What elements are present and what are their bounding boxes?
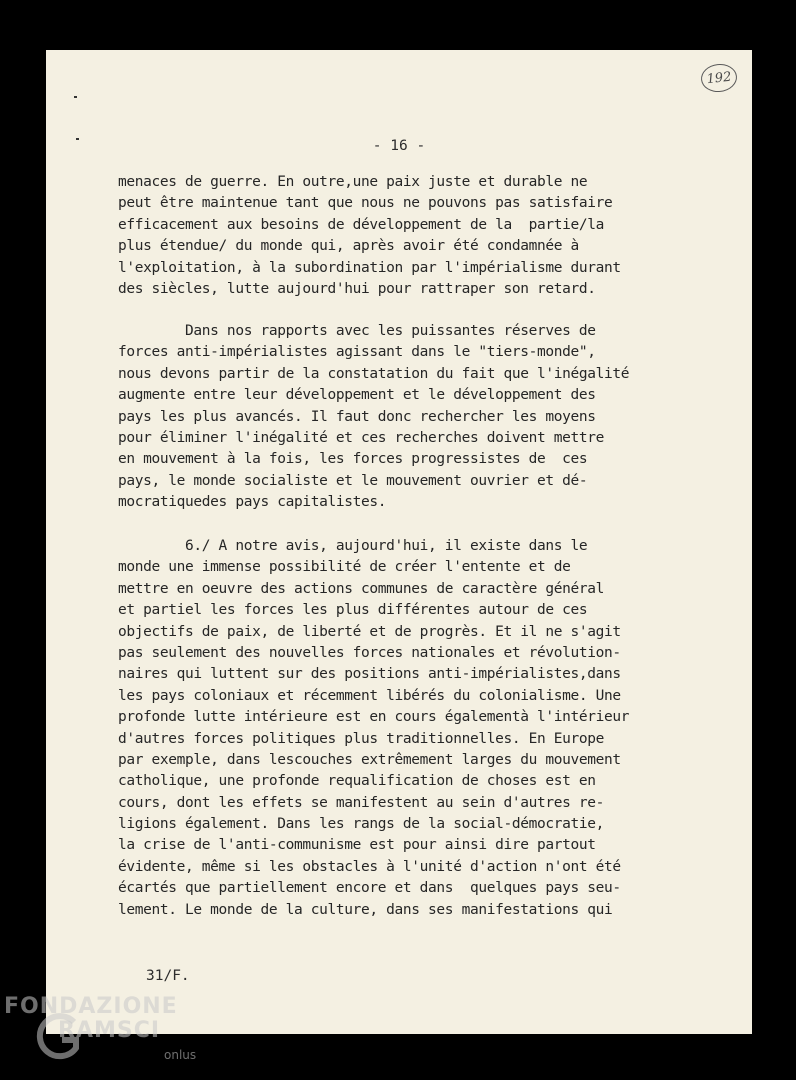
watermark-logo xyxy=(4,990,204,1070)
paragraph-2 xyxy=(118,321,698,514)
archive-number: 192 xyxy=(705,69,733,87)
text-line: pays, le monde socialiste et le mouvement ouvrier et dé- xyxy=(118,472,588,489)
text-line: évidente, même si les obstacles à l'unité d'action n'ont été xyxy=(118,858,621,875)
text-line: ligions également. Dans les rangs de la social-démocratie, xyxy=(118,816,605,833)
text-line: écartés que partiellement encore et dans quelques pays seu- xyxy=(118,880,621,897)
text-line: par exemple, dans lescouches extrêmement larges du mouvement xyxy=(118,751,621,768)
text-line: les pays coloniaux et récemment libérés du colonialisme. Une xyxy=(118,687,621,704)
page-number: - 16 - xyxy=(372,138,426,154)
document-page xyxy=(46,50,752,1034)
paragraph-3 xyxy=(118,536,698,921)
text-line: objectifs de paix, de liberté et de progrès. Et il ne s'agit xyxy=(118,623,621,640)
text-line: la crise de l'anti-communisme est pour ainsi dire partout xyxy=(118,837,596,854)
footer-reference: 31/F. xyxy=(146,968,190,984)
text-line: des siècles, lutte aujourd'hui pour rattraper son retard. xyxy=(118,280,596,297)
text-line: l'exploitation, à la subordination par l'impérialisme durant xyxy=(118,259,621,276)
text-line: lement. Le monde de la culture, dans ses manifestations qui xyxy=(118,901,613,918)
text-line: augmente entre leur développement et le développement des xyxy=(118,387,596,404)
text-line: plus étendue/ du monde qui, après avoir été condamnée à xyxy=(118,238,579,255)
text-line: pays les plus avancés. Il faut donc rechercher les moyens xyxy=(118,408,596,425)
text-line: 6./ A notre avis, aujourd'hui, il existe dans le xyxy=(118,538,588,554)
text-line: naires qui luttent sur des positions anti-impérialistes,dans xyxy=(118,666,621,683)
text-line: efficacement aux besoins de développement de la partie/la xyxy=(118,216,605,233)
watermark-line1: FONDAZIONE xyxy=(4,994,178,1019)
margin-mark xyxy=(74,96,77,98)
text-line: Dans nos rapports avec les puissantes réserves de xyxy=(118,323,596,339)
text-line: mettre en oeuvre des actions communes de caractère général xyxy=(118,580,605,597)
archive-number-stamp xyxy=(700,62,739,94)
text-line: cours, dont les effets se manifestent au sein d'autres re- xyxy=(118,794,605,811)
text-line: pas seulement des nouvelles forces nationales et révolution- xyxy=(118,644,621,661)
text-line: peut être maintenue tant que nous ne pouvons pas satisfaire xyxy=(118,195,613,212)
watermark-line3: onlus xyxy=(164,1048,197,1062)
text-line: menaces de guerre. En outre,une paix juste et durable ne xyxy=(118,174,588,190)
text-line: d'autres forces politiques plus traditionnelles. En Europe xyxy=(118,730,605,747)
watermark-line2: RAMSCI xyxy=(58,1018,161,1043)
text-line: pour éliminer l'inégalité et ces recherches doivent mettre xyxy=(118,429,605,446)
text-line: en mouvement à la fois, les forces progressistes de ces xyxy=(118,451,588,468)
text-line: nous devons partir de la constatation du fait que l'inégalité xyxy=(118,365,630,382)
text-line: forces anti-impérialistes agissant dans le "tiers-monde", xyxy=(118,344,596,361)
paragraph-1 xyxy=(118,172,698,300)
text-line: catholique, une profonde requalification de choses est en xyxy=(118,773,596,790)
text-line: monde une immense possibilité de créer l'entente et de xyxy=(118,559,571,576)
text-line: mocratiquedes pays capitalistes. xyxy=(118,494,387,511)
text-line: et partiel les forces les plus différentes autour de ces xyxy=(118,602,588,619)
text-line: profonde lutte intérieure est en cours égalementà l'intérieur xyxy=(118,709,630,726)
